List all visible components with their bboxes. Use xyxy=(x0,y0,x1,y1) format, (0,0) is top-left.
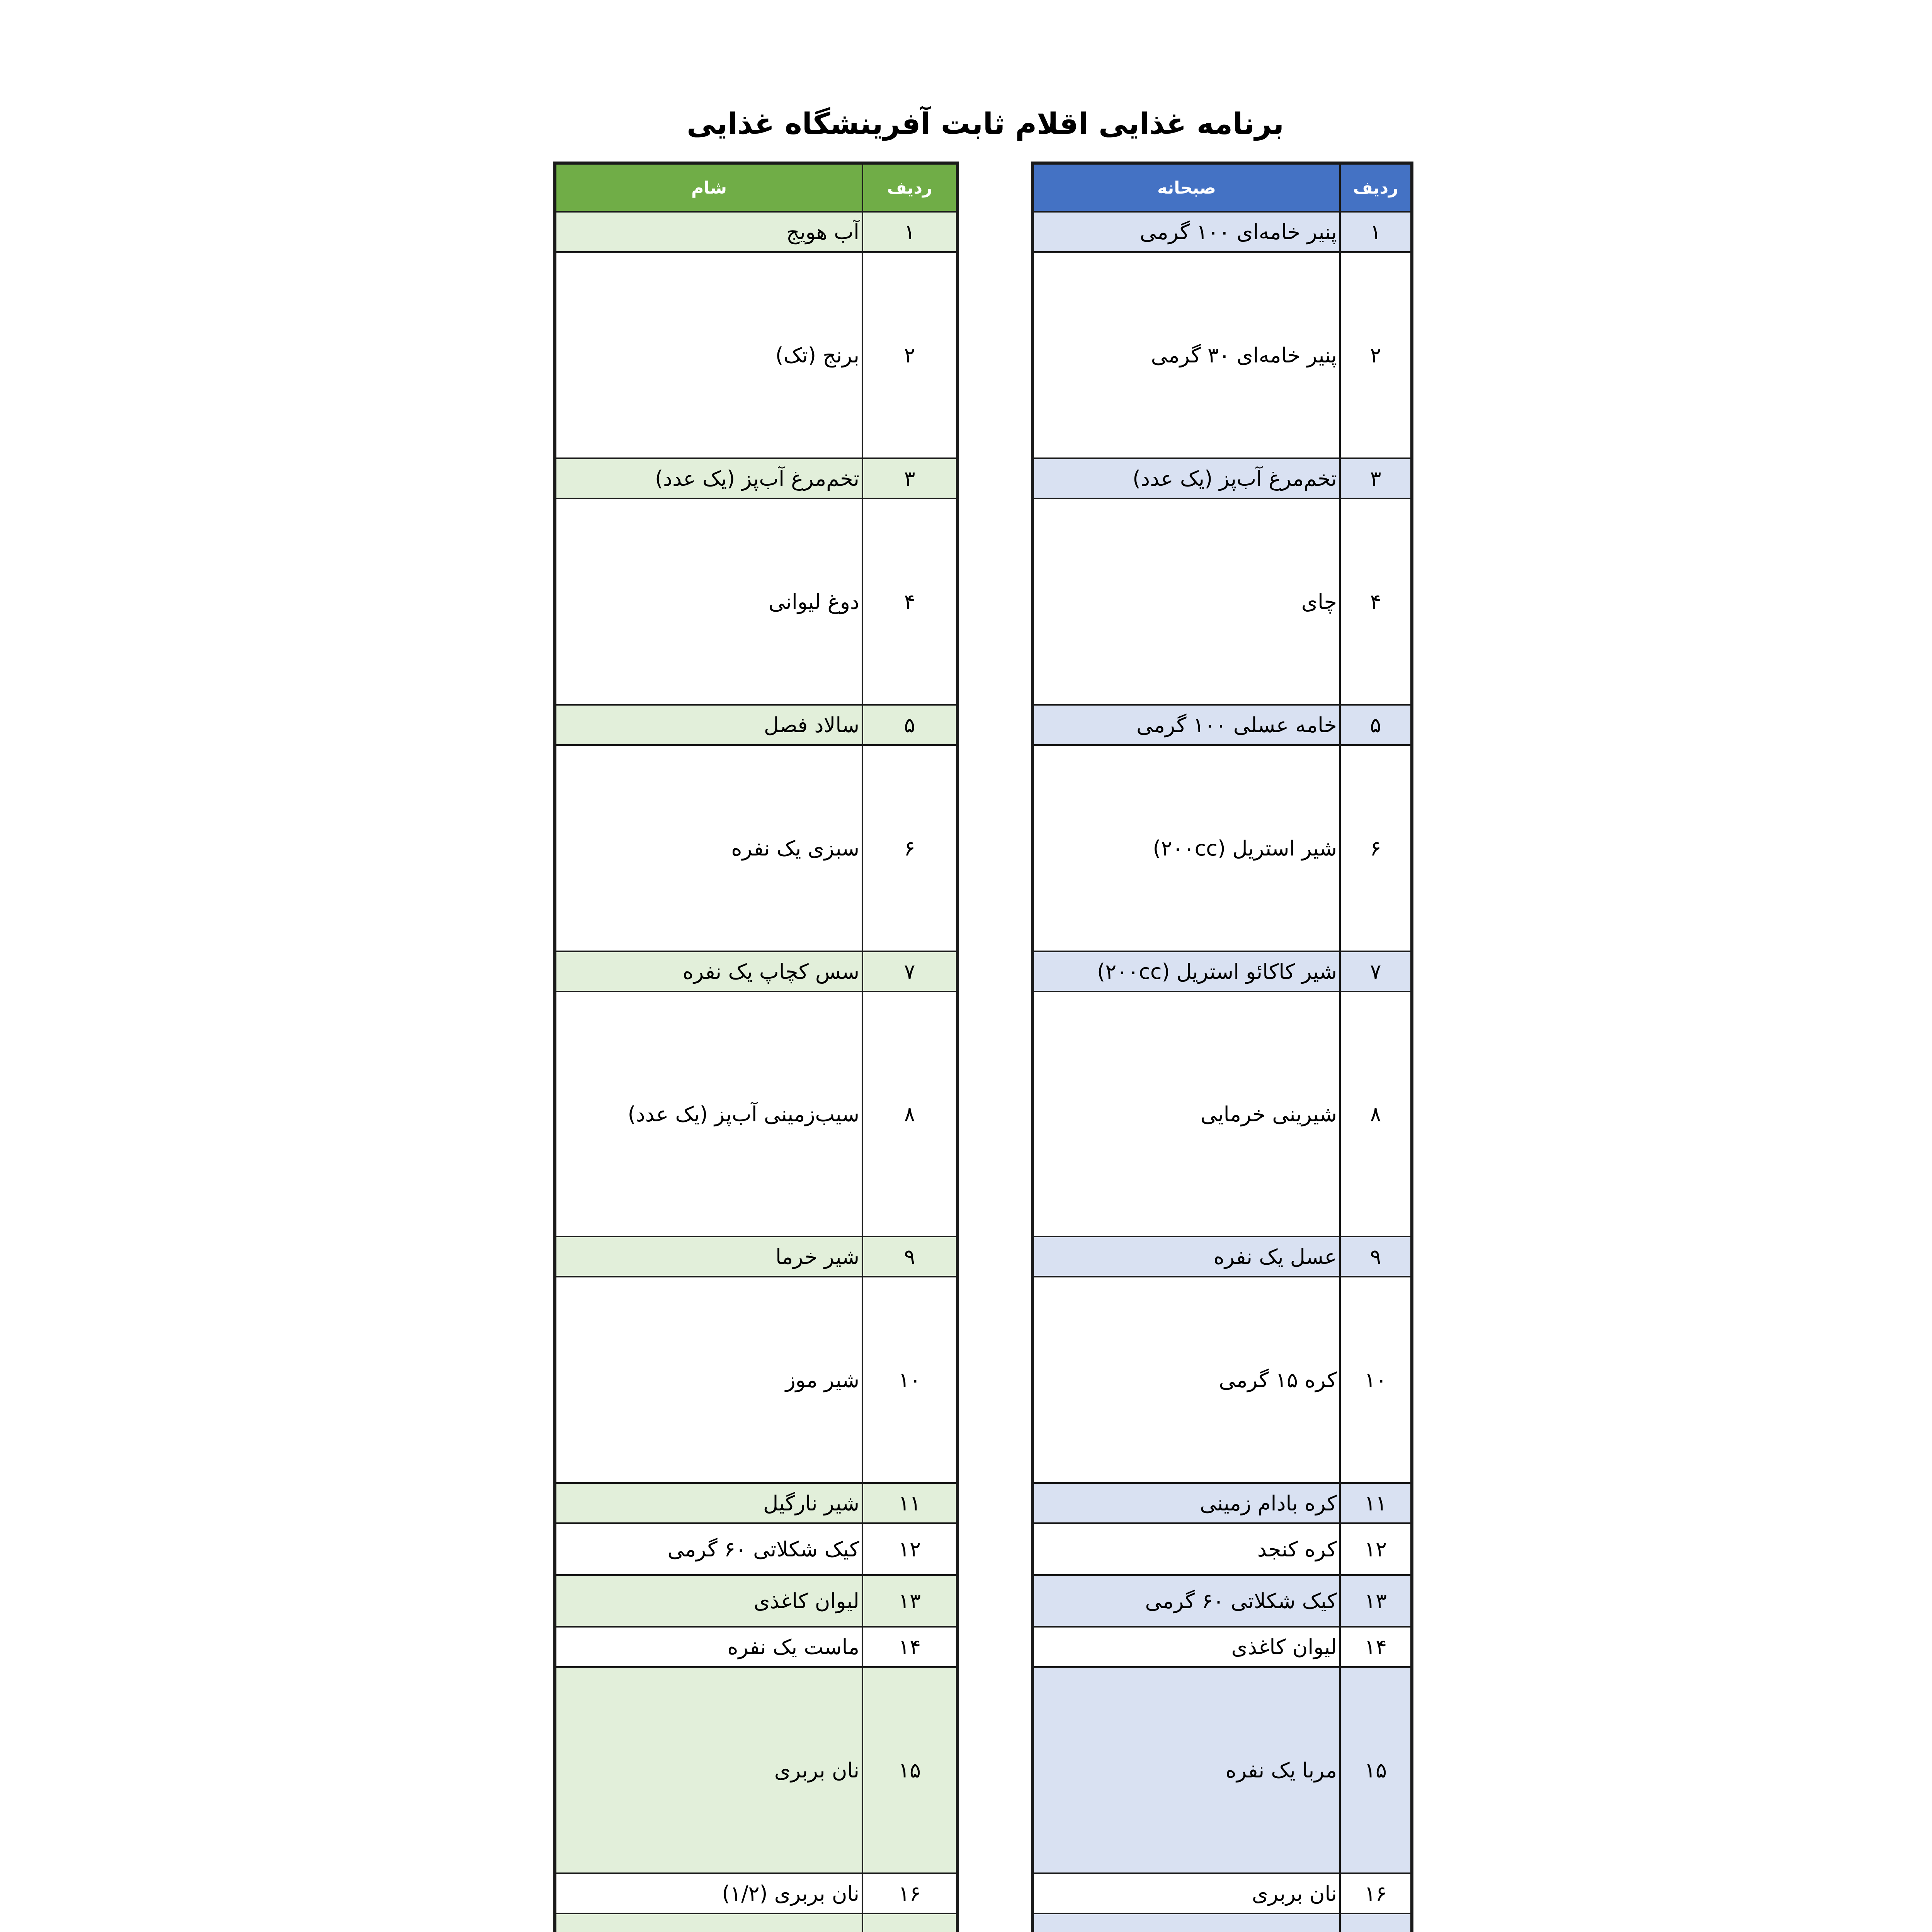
row-item: شیر موز xyxy=(555,1277,862,1483)
row-number: ۱ xyxy=(1340,212,1412,252)
row-number: ۳ xyxy=(862,458,957,498)
row-item: خامه عسلی ۱۰۰ گرمی xyxy=(1032,705,1340,745)
table-row xyxy=(1032,1913,1412,1932)
row-number: ۵ xyxy=(1340,705,1412,745)
table-row xyxy=(1032,252,1412,458)
table-row xyxy=(555,498,957,705)
row-item: تخم‌مرغ آب‌پز (یک عدد) xyxy=(555,458,862,498)
row-item: شیر استریل (۲۰۰cc) xyxy=(1032,745,1340,951)
row-number xyxy=(862,1913,957,1932)
table-header-row xyxy=(1032,163,1412,212)
row-item: پنیر خامه‌ای ۳۰ گرمی xyxy=(1032,252,1340,458)
table-row xyxy=(555,212,957,252)
row-item: سیب‌زمینی آب‌پز (یک عدد) xyxy=(555,992,862,1236)
row-number: ۱۴ xyxy=(1340,1627,1412,1667)
row-item: ماست یک نفره xyxy=(555,1627,862,1667)
table-row xyxy=(555,705,957,745)
row-item: شیر خرما xyxy=(555,1236,862,1277)
table-row xyxy=(555,1575,957,1627)
table-row xyxy=(1032,1523,1412,1575)
row-item: شیر کاکائو استریل (۲۰۰cc) xyxy=(1032,951,1340,992)
table-row xyxy=(1032,498,1412,705)
row-item: نان بربری xyxy=(1032,1873,1340,1913)
row-item: شیر نارگیل xyxy=(555,1483,862,1523)
table-row xyxy=(1032,1667,1412,1873)
row-number: ۱۰ xyxy=(1340,1277,1412,1483)
row-number: ۶ xyxy=(1340,745,1412,951)
table-row xyxy=(555,1627,957,1667)
table-row xyxy=(1032,992,1412,1236)
row-number: ۸ xyxy=(1340,992,1412,1236)
row-item: شیرینی خرمایی xyxy=(1032,992,1340,1236)
row-number: ۹ xyxy=(1340,1236,1412,1277)
table-row xyxy=(1032,951,1412,992)
table-row xyxy=(555,1523,957,1575)
row-number: ۳ xyxy=(1340,458,1412,498)
table-row xyxy=(555,992,957,1236)
table-row xyxy=(555,1913,957,1932)
row-number: ۹ xyxy=(862,1236,957,1277)
row-item: سبزی یک نفره xyxy=(555,745,862,951)
row-number: ۱۰ xyxy=(862,1277,957,1483)
row-number: ۵ xyxy=(862,705,957,745)
row-item xyxy=(1032,1913,1340,1932)
table-row xyxy=(555,1667,957,1873)
table-row xyxy=(1032,212,1412,252)
table-row xyxy=(555,951,957,992)
row-item: کره کنجد xyxy=(1032,1523,1340,1575)
table-header-row xyxy=(555,163,957,212)
table-row xyxy=(1032,1483,1412,1523)
row-item: آب هویج xyxy=(555,212,862,252)
table-row xyxy=(555,458,957,498)
table-row xyxy=(1032,458,1412,498)
column-header-index: ردیف xyxy=(862,163,957,212)
column-header-dinner: شام xyxy=(555,163,862,212)
row-item: لیوان کاغذی xyxy=(1032,1627,1340,1667)
row-number: ۶ xyxy=(862,745,957,951)
row-number: ۲ xyxy=(1340,252,1412,458)
row-number: ۷ xyxy=(1340,951,1412,992)
row-number xyxy=(1340,1913,1412,1932)
row-item: مربا یک نفره xyxy=(1032,1667,1340,1873)
table-row xyxy=(1032,705,1412,745)
row-number: ۱۳ xyxy=(862,1575,957,1627)
table-row xyxy=(555,252,957,458)
row-number: ۱۲ xyxy=(1340,1523,1412,1575)
row-item: کیک شکلاتی ۶۰ گرمی xyxy=(555,1523,862,1575)
table-row xyxy=(1032,1236,1412,1277)
row-number: ۱۶ xyxy=(1340,1873,1412,1913)
row-number: ۴ xyxy=(862,498,957,705)
table-row xyxy=(1032,1873,1412,1913)
row-item: سس کچاپ یک نفره xyxy=(555,951,862,992)
column-header-breakfast: صبحانه xyxy=(1032,163,1340,212)
page-title: برنامه غذایی اقلام ثابت آفرینشگاه غذایی xyxy=(687,106,1284,141)
row-item: نان بربری xyxy=(555,1667,862,1873)
dinner-table xyxy=(553,162,959,1932)
row-number: ۱۴ xyxy=(862,1627,957,1667)
row-number: ۱۶ xyxy=(862,1873,957,1913)
row-item: کیک شکلاتی ۶۰ گرمی xyxy=(1032,1575,1340,1627)
row-number: ۴ xyxy=(1340,498,1412,705)
row-number: ۱ xyxy=(862,212,957,252)
table-row xyxy=(555,1873,957,1913)
row-item: کره ۱۵ گرمی xyxy=(1032,1277,1340,1483)
breakfast-table xyxy=(1031,162,1413,1932)
row-item: نان بربری (۱/۲) xyxy=(555,1873,862,1913)
table-row xyxy=(1032,1575,1412,1627)
row-item: لیوان کاغذی xyxy=(555,1575,862,1627)
row-number: ۱۵ xyxy=(1340,1667,1412,1873)
table-row xyxy=(555,1236,957,1277)
row-item: برنج (تک) xyxy=(555,252,862,458)
row-item: دوغ لیوانی xyxy=(555,498,862,705)
row-number: ۲ xyxy=(862,252,957,458)
table-row xyxy=(1032,745,1412,951)
row-item: چای xyxy=(1032,498,1340,705)
table-row xyxy=(1032,1277,1412,1483)
row-number: ۱۵ xyxy=(862,1667,957,1873)
column-header-index: ردیف xyxy=(1340,163,1412,212)
table-row xyxy=(555,1483,957,1523)
row-number: ۱۲ xyxy=(862,1523,957,1575)
table-row xyxy=(555,745,957,951)
row-number: ۱۳ xyxy=(1340,1575,1412,1627)
row-item xyxy=(555,1913,862,1932)
table-row xyxy=(1032,1627,1412,1667)
row-item: کره بادام زمینی xyxy=(1032,1483,1340,1523)
row-item: تخم‌مرغ آب‌پز (یک عدد) xyxy=(1032,458,1340,498)
row-number: ۷ xyxy=(862,951,957,992)
row-item: عسل یک نفره xyxy=(1032,1236,1340,1277)
row-number: ۱۱ xyxy=(1340,1483,1412,1523)
row-item: پنیر خامه‌ای ۱۰۰ گرمی xyxy=(1032,212,1340,252)
row-number: ۸ xyxy=(862,992,957,1236)
table-row xyxy=(555,1277,957,1483)
row-number: ۱۱ xyxy=(862,1483,957,1523)
row-item: سالاد فصل xyxy=(555,705,862,745)
